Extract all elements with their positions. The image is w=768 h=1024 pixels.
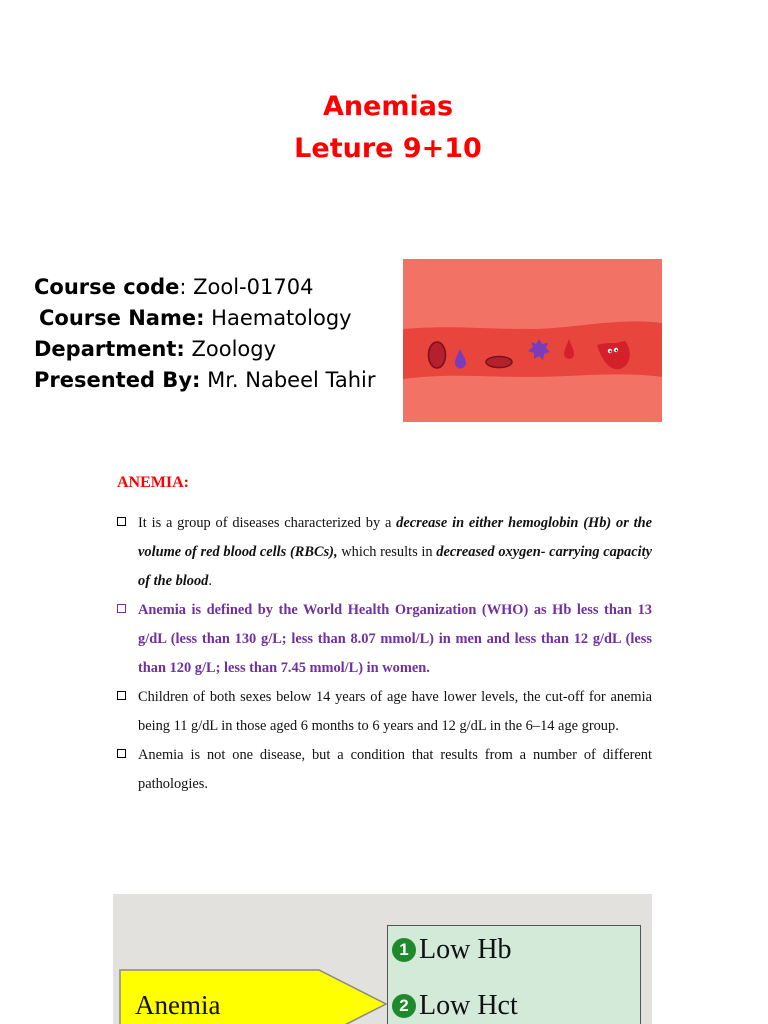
- bullet-item-1: [116, 509, 652, 596]
- course-name-row: [34, 303, 376, 334]
- finding-2-label: Low Hct: [419, 990, 518, 1021]
- finding-1-label: Low Hb: [419, 934, 512, 965]
- checkbox-bullet-icon: [117, 691, 126, 700]
- bullet-1-text-c: .: [208, 573, 212, 589]
- course-code-row: [34, 272, 376, 303]
- department-value: Zoology: [191, 337, 277, 361]
- course-info: [34, 272, 376, 396]
- presenter-label: Presented By:: [34, 368, 201, 392]
- slide-title: [0, 86, 768, 170]
- section-heading: ANEMIA:: [117, 474, 189, 491]
- bullet-3-text: Children of both sexes below 14 years of age have lower levels, the cut-off for anemia being 11 g/dL in those aged 6 months to 6 years and 12 g/dL in the 6–14 age group.: [138, 689, 652, 734]
- checkbox-bullet-icon: [117, 517, 126, 526]
- course-name-value: Haematology: [211, 306, 352, 330]
- red-blood-cell-icon: [429, 342, 446, 368]
- course-code-value: Zool-01704: [193, 275, 314, 299]
- arrow-label: Anemia: [135, 990, 221, 1020]
- bullet-1-text-b: which results in: [337, 544, 437, 560]
- character-pupil-left-icon: [610, 351, 612, 353]
- findings-box: [387, 925, 641, 1024]
- bullet-item-2: [116, 596, 652, 683]
- bullet-2-text: Anemia is defined by the World Health Organization (WHO) as Hb less than 13 g/dL (less than 130 g/L; less than 8.07 mmol/L) in men and less than 12 g/dL (less than 120 g/L; less than 7.45 mmol/L) in women.: [138, 602, 652, 676]
- course-name-label: Course Name:: [39, 306, 205, 330]
- course-code-sep: :: [179, 275, 194, 299]
- number-badge-icon: 1: [392, 938, 416, 962]
- title-line-1: Anemias: [322, 91, 454, 122]
- bullet-4-text: Anemia is not one disease, but a condition that results from a number of different pathologies.: [138, 747, 652, 792]
- character-pupil-right-icon: [616, 350, 618, 352]
- finding-item-2: [392, 990, 518, 1022]
- number-badge-icon: 2: [392, 994, 416, 1018]
- checkbox-bullet-icon: [117, 749, 126, 758]
- title-line-2: Leture 9+10: [294, 133, 482, 164]
- bullet-list: [116, 509, 652, 799]
- department-row: [34, 334, 376, 365]
- red-blood-cell-side-icon: [486, 357, 512, 368]
- bullet-item-4: [116, 741, 652, 799]
- checkbox-bullet-icon: [117, 604, 126, 613]
- blood-vessel-illustration: [403, 259, 662, 422]
- finding-item-1: [392, 934, 512, 966]
- bullet-1-text-a: It is a group of diseases characterized by a: [138, 515, 397, 531]
- anemia-diagram: [113, 894, 652, 1024]
- presenter-row: [34, 365, 376, 396]
- presenter-value: Mr. Nabeel Tahir: [207, 368, 376, 392]
- bullet-item-3: [116, 683, 652, 741]
- bullet-1-emphasis-a: decrease in either hemoglobin (Hb) or the volume of red blood cells (RBCs),: [138, 515, 652, 560]
- bullet-1-emphasis-b: decreased oxygen- carrying capacity of the blood: [138, 544, 652, 589]
- department-label: Department:: [34, 337, 185, 361]
- course-code-label: Course code: [34, 275, 180, 299]
